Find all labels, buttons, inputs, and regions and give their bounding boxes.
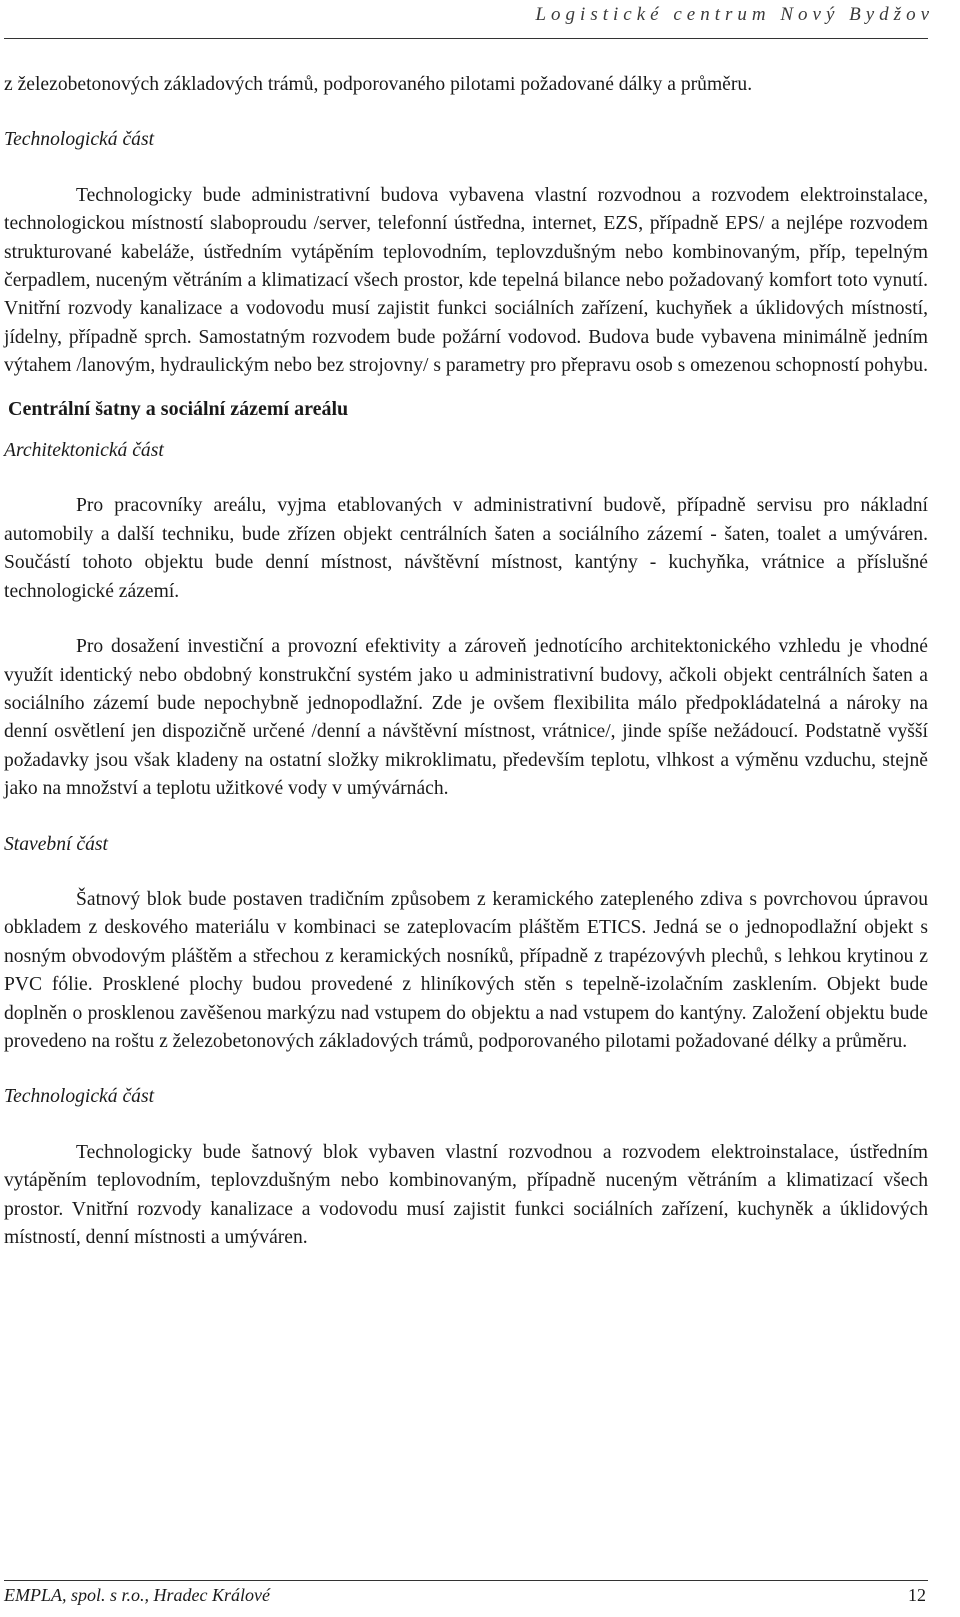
section-heading: Centrální šatny a sociální zázemí areálu xyxy=(8,397,349,420)
tech1-paragraph: Technologicky bude administrativní budova vybavena vlastní rozvodnou a rozvodem elektroinstalace, technologickou místností slaboproudu /server, telefonní ústředna, internet, EZS, případně EPS/ a nejlépe rozvodem strukturované kabeláže, ústředním vytápěním teplovodním, teplovzdušným nebo kombinovaným, příp, tepelným čerpadlem, nuceným větráním a klimatizací všech prostor, kde tepelná bilance nebo požadovaný komfort toto vynutí. Vnitřní rozvody kanalizace a vodovodu musí zajistit funkci sociálních zařízení, kuchyňek a úklidových místností, jídelny, případně sprch. Samostatným rozvodem bude požární vodovod. Budova bude vybavena minimálně jedním výtahem /lanovým, hydraulickým nebo bez strojovny/ s parametry pro přepravu osob s omezenou schopností pohybu. xyxy=(4,184,928,377)
tech2-paragraph: Technologicky bude šatnový blok vybaven vlastní rozvodnou a rozvodem elektroinstalace, ústředním vytápěním teplovodním, teplovzdušným nebo kombinovaným, případně nuceným větráním a klimatizací všech prostor. Vnitřní rozvody kanalizace a vodovodu musí zajistit funkci sociálních zařízení, kuchyněk a úklidových místností, denní místnosti a umýváren. xyxy=(4,1141,928,1248)
stav-subheading: Stavební část xyxy=(4,833,108,855)
stav-paragraph: Šatnový blok bude postaven tradičním způsobem z keramického zatepleného zdiva s povrchovou úpravou obkladem z deskového materiálu v kombinaci se zateplovacím pláštěm ETICS. Jedná se o jednopodlažní objekt s nosným obvodovým pláštěm a střechou z keramických nosníků, případně z trapézovývh plechů, s lehkou krytinou z PVC fólie. Prosklené plochy budou provedené z hliníkových stěn s tepelně-izolačním zasklením. Objekt bude doplněn o prosklenou zavěšenou markýzu nad vstupem do objektu a nad vstupem do kantýny. Založení objektu bude provedeno na roštu z železobetonových základových trámů, podporovaného pilotami požadované délky a průměru. xyxy=(4,888,928,1052)
footer-company: EMPLA, spol. s r.o., Hradec Králové xyxy=(4,1585,270,1605)
document-body xyxy=(4,71,928,1252)
running-header: Logistické centrum Nový Bydžov xyxy=(535,4,934,25)
tech1-subheading: Technologická část xyxy=(4,129,155,151)
tech2-subheading: Technologická část xyxy=(4,1086,155,1108)
intro-paragraph: z železobetonových základových trámů, podporovaného pilotami požadované dálky a průměru. xyxy=(4,74,753,95)
page-number: 12 xyxy=(908,1585,926,1605)
arch-paragraph-1: Pro pracovníky areálu, vyjma etablovaných v administrativní budově, případně servisu pro nákladní automobily a další techniku, bude zřízen objekt centrálních šaten a sociálního zázemí - šaten, toalet a umýváren. Součástí tohoto objektu bude denní místnost, návštěvní místnost, kantýny - kuchyňka, vrátnice a příslušné technologické zázemí. xyxy=(4,495,928,602)
header-divider xyxy=(4,38,928,39)
footer-divider xyxy=(4,1580,928,1581)
arch-paragraph-2: Pro dosažení investiční a provozní efektivity a zároveň jednotícího architektonického vzhledu je vhodné využít identický nebo obdobný konstrukční systém jako u administrativní budovy, ačkoli objekt centrálních šaten a sociálního zázemí bude nepochybně jednopodlažní. Zde je ovšem flexibilita málo předpokládatelná a nároky na denní osvětlení jen dispozičně určené /denní a návštěvní místnost, vrátnice/, jinde spíše nežádoucí. Podstatně vyšší požadavky jsou však kladeny na ostatní složky mikroklimatu, především teplotu, vlhkost a výměnu vzduchu, stejně jako na množství a teplotu užitkové vody v umývárnách. xyxy=(4,636,928,800)
arch-subheading: Architektonická část xyxy=(4,440,164,462)
